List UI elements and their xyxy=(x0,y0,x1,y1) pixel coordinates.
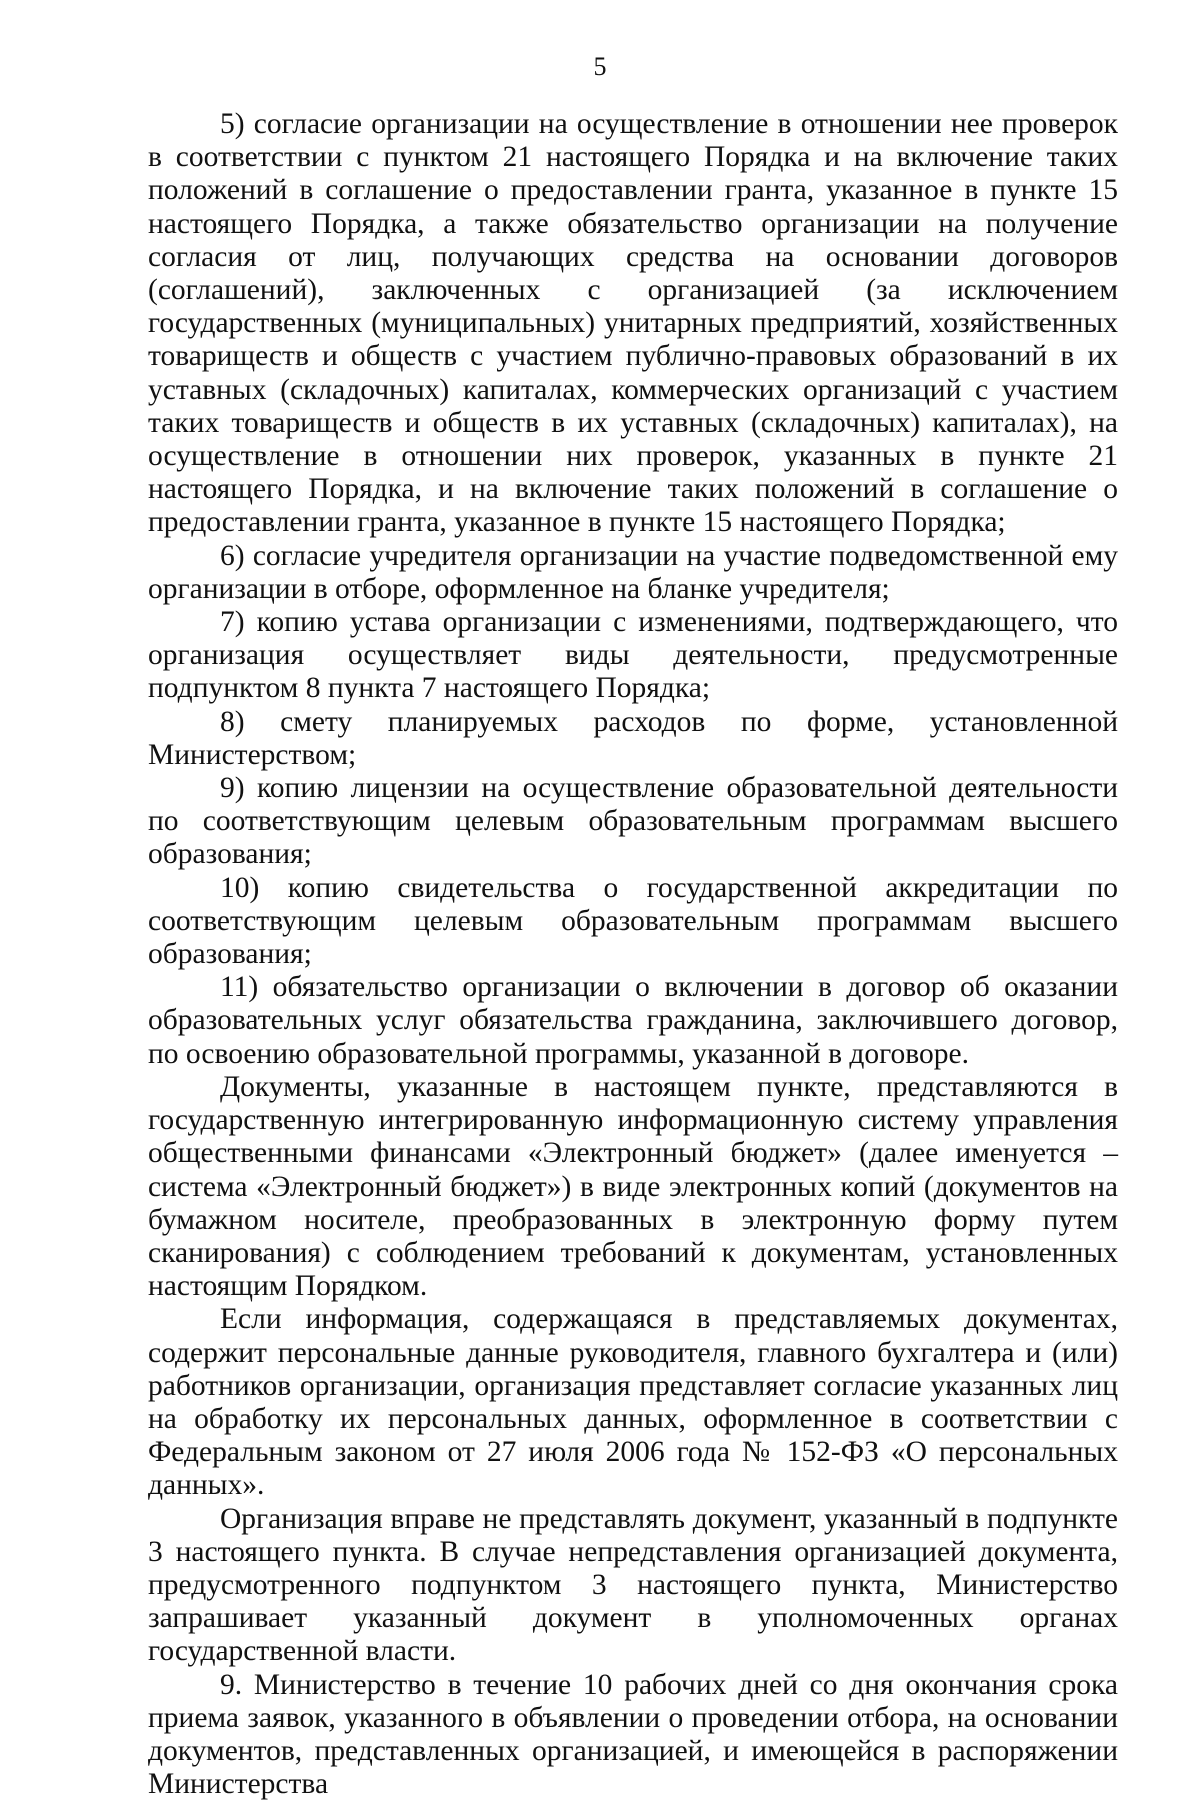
document-body xyxy=(148,108,1118,1801)
paragraph-item-11: 11) обязательство организации о включении в договор об оказании образовательных услуг обязательства гражданина, заключившего договор, по освоению образовательной программы, указанной в договоре. xyxy=(148,971,1118,1070)
paragraph-personal-data: Если информация, содержащаяся в представляемых документах, содержит персональные данные руководителя, главного бухгалтера и (или) работников организации, организация представляет согласие указанных лиц на обработку их персональных данных, оформленное в соответствии с Федеральным законом от 27 июля 2006 года № 152-ФЗ «О персональных данных». xyxy=(148,1303,1118,1502)
paragraph-item-7: 7) копию устава организации с изменениями, подтверждающего, что организация осуществляет виды деятельности, предусмотренные подпунктом 8 пункта 7 настоящего Порядка; xyxy=(148,606,1118,705)
paragraph-documents-submission: Документы, указанные в настоящем пункте, представляются в государственную интегрированную информационную систему управления общественными финансами «Электронный бюджет» (далее именуется – система «Электронный бюджет») в виде электронных копий (документов на бумажном носителе, преобразованных в электронную форму путем сканирования) с соблюдением требований к документам, установленных настоящим Порядком. xyxy=(148,1070,1118,1303)
paragraph-optional-document: Организация вправе не представлять документ, указанный в подпункте 3 настоящего пункта. В случае непредставления организацией документа, предусмотренного подпунктом 3 настоящего пункта, Министерство запрашивает указанный документ в уполномоченных органах государственной власти. xyxy=(148,1502,1118,1668)
paragraph-item-8: 8) смету планируемых расходов по форме, установленной Министерством; xyxy=(148,705,1118,771)
paragraph-clause-9: 9. Министерство в течение 10 рабочих дней со дня окончания срока приема заявок, указанного в объявлении о проведении отбора, на основании документов, представленных организацией, и имеющейся в распоряжении Министерства xyxy=(148,1668,1118,1801)
paragraph-item-9: 9) копию лицензии на осуществление образовательной деятельности по соответствующим целевым образовательным программам высшего образования; xyxy=(148,772,1118,871)
paragraph-item-10: 10) копию свидетельства о государственной аккредитации по соответствующим целевым образовательным программам высшего образования; xyxy=(148,871,1118,971)
paragraph-item-5: 5) согласие организации на осуществление в отношении нее проверок в соответствии с пунктом 21 настоящего Порядка и на включение таких положений в соглашение о предоставлении гранта, указанное в пункте 15 настоящего Порядка, а также обязательство организации на получение согласия от лиц, получающих средства на основании договоров (соглашений), заключенных с организацией (за исключением государственных (муниципальных) унитарных предприятий, хозяйственных товариществ и обществ с участием публично-правовых образований в их уставных (складочных) капиталах, коммерческих организаций с участием таких товариществ и обществ в их уставных (складочных) капиталах), на осуществление в отношении них проверок, указанных в пункте 21 настоящего Порядка, и на включение таких положений в соглашение о предоставлении гранта, указанное в пункте 15 настоящего Порядка; xyxy=(148,108,1118,539)
paragraph-item-6: 6) согласие учредителя организации на участие подведомственной ему организации в отборе, оформленное на бланке учредителя; xyxy=(148,539,1118,605)
page-number: 5 xyxy=(593,52,607,81)
